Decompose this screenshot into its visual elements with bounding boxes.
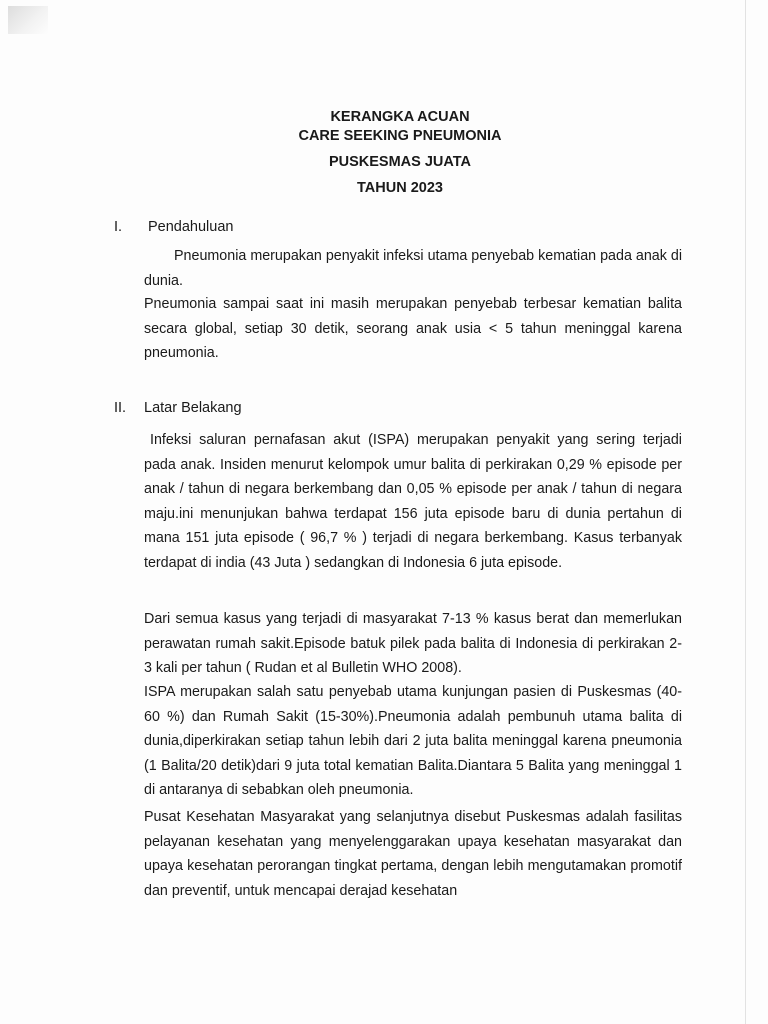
- section-heading-latar-belakang: [114, 398, 242, 418]
- title-line-4: TAHUN 2023: [357, 180, 443, 196]
- scan-corner-mark: [8, 6, 48, 34]
- section-heading-pendahuluan: [114, 217, 233, 237]
- title-line-3: PUSKESMAS JUATA: [328, 154, 472, 170]
- section-title: Latar Belakang: [144, 400, 242, 416]
- paragraph-latar-belakang-2: Dari semua kasus yang terjadi di masyarakat 7-13 % kasus berat dan memerlukan perawatan rumah sakit.Episode batuk pilek pada balita di Indonesia di perkirakan 2-3 kali per tahun ( Rudan et al Bulletin WHO 2008).: [144, 611, 682, 676]
- paragraph-pendahuluan-2: Pneumonia sampai saat ini masih merupakan penyebab terbesar kematian balita secara global, setiap 30 detik, seorang anak usia < 5 tahun meninggal karena pneumonia.: [144, 296, 682, 361]
- section-number: II.: [114, 400, 127, 416]
- section-title: Pendahuluan: [148, 219, 234, 235]
- paragraph-latar-belakang-1: Infeksi saluran pernafasan akut (ISPA) merupakan penyakit yang sering terjadi pada anak. Insiden menurut kelompok umur balita di perkirakan 0,29 % episode per anak / tahun di negara berkembang dan 0,05 % episode per anak / tahun di negara maju.ini menunjukan bahwa terdapat 156 juta episode baru di dunia pertahun di mana 151 juta episode ( 96,7 % ) terjadi di negara berkembang. Kasus terbanyak terdapat di india (43 Juta ) sedangkan di Indonesia 6 juta episode.: [144, 432, 682, 571]
- paragraph-latar-belakang-4: Pusat Kesehatan Masyarakat yang selanjutnya disebut Puskesmas adalah fasilitas pelayanan kesehatan yang menyelenggarakan upaya kesehatan masyarakat dan upaya kesehatan perorangan tingkat pertama, dengan lebih mengutamakan promotif dan preventif, untuk mencapai derajad kesehatan: [144, 809, 682, 899]
- paragraph-latar-belakang-3: ISPA merupakan salah satu penyebab utama kunjungan pasien di Puskesmas (40-60 %) dan Rumah Sakit (15-30%).Pneumonia adalah pembunuh utama balita di dunia,diperkirakan setiap tahun lebih dari 2 juta balita meninggal karena pneumonia (1 Balita/20 detik)dari 9 juta total kematian Balita.Diantara 5 Balita yang meninggal 1 di antaranya di sebabkan oleh pneumonia.: [144, 684, 682, 798]
- title-line-2: CARE SEEKING PNEUMONIA: [298, 128, 502, 144]
- title-line-1: KERANGKA ACUAN: [330, 109, 470, 125]
- section-number: I.: [114, 219, 123, 235]
- document-title: [0, 108, 768, 198]
- paragraph-pendahuluan-1: Pneumonia merupakan penyakit infeksi utama penyebab kematian pada anak di dunia.: [144, 248, 682, 289]
